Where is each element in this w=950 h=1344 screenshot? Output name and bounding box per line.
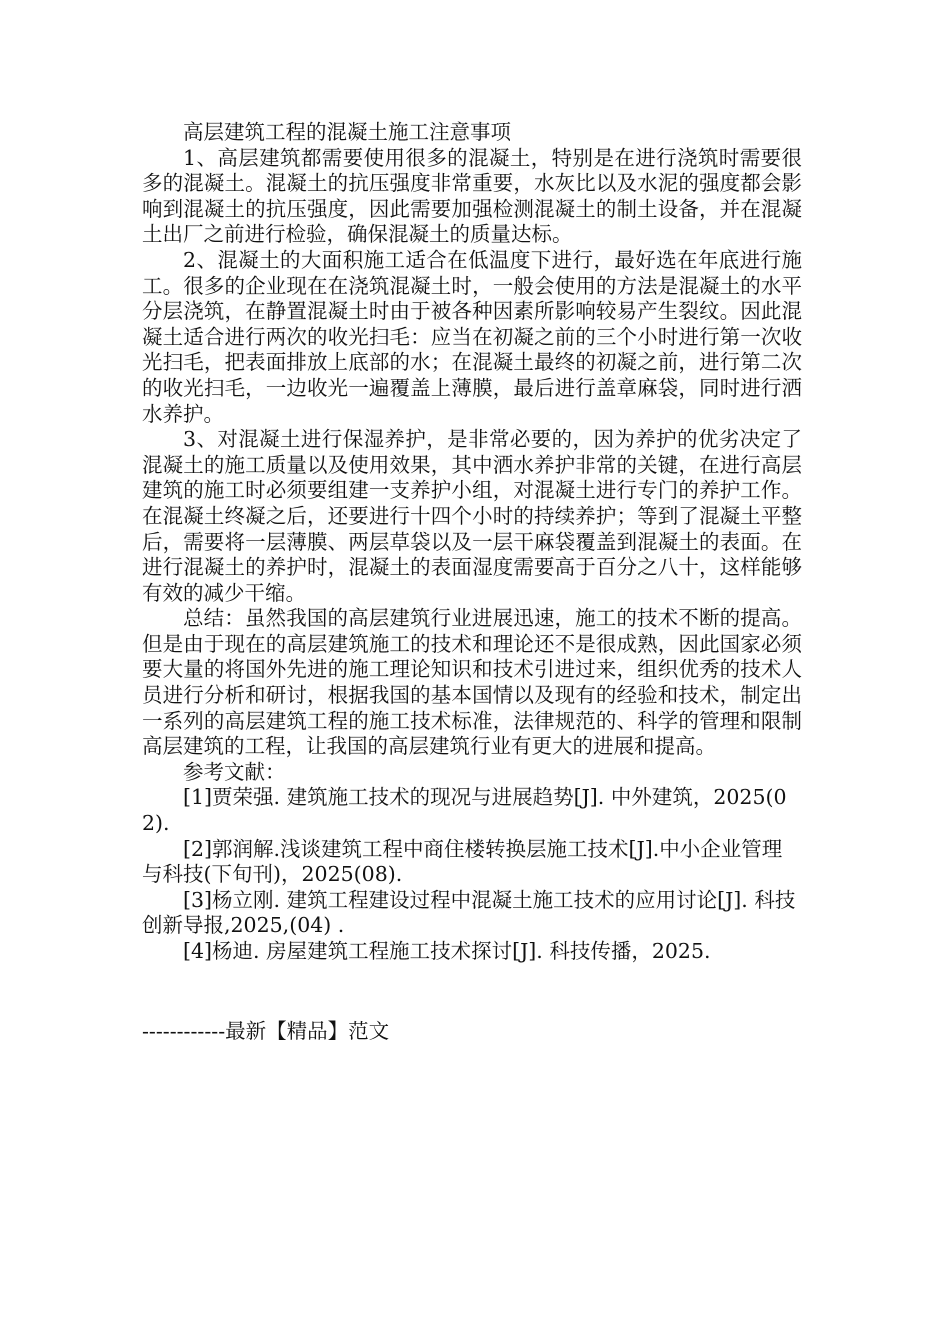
references-heading: 参考文献： [183, 759, 286, 784]
footer-banner: ------------最新【精品】范文 [142, 1019, 390, 1043]
paragraph-3: 3、对混凝土进行保湿养护，是非常必要的，因为养护的优劣决定了混凝土的施工质量以及使用效果，其中洒水养护非常的关键，在进行高层建筑的施工时必须要组建一支养护小组，对混凝土进行专门的养护工作。在混凝土终凝之后，还要进行十四个小时的持续养护；等到了混凝土平整后，需要将一层薄膜、两层草袋以及一层干麻袋覆盖到混凝土的表面。在进行混凝土的养护时，混凝土的表面湿度需要高于百分之八十，这样能够有效的减少干缩。 [142, 427, 802, 605]
document-body [142, 120, 802, 965]
reference-2: [2]郭润解.浅谈建筑工程中商住楼转换层施工技术[J].中小企业管理与科技(下旬刊)，2025(08). [142, 836, 783, 887]
paragraph-1: 1、高层建筑都需要使用很多的混凝土，特别是在进行浇筑时需要很多的混凝土。混凝土的抗压强度非常重要，水灰比以及水泥的强度都会影响到混凝土的抗压强度，因此需要加强检测混凝土的制土设备，并在混凝土出厂之前进行检验，确保混凝土的质量达标。 [142, 145, 802, 247]
summary-paragraph: 总结：虽然我国的高层建筑行业进展迅速，施工的技术不断的提高。但是由于现在的高层建筑施工的技术和理论还不是很成熟，因此国家必须要大量的将国外先进的施工理论知识和技术引进过来，组织优秀的技术人员进行分析和研讨，根据我国的基本国情以及现有的经验和技术，制定出一系列的高层建筑工程的施工技术标准，法律规范的、科学的管理和限制高层建筑的工程，让我国的高层建筑行业有更大的进展和提高。 [142, 606, 802, 759]
reference-1: [1]贾荣强. 建筑施工技术的现况与进展趋势[J]. 中外建筑，2025(02). [142, 785, 787, 836]
document-title: 高层建筑工程的混凝土施工注意事项 [183, 120, 511, 144]
reference-4: [4]杨迪. 房屋建筑工程施工技术探讨[J]. 科技传播，2025. [183, 939, 711, 963]
reference-3: [3]杨立刚. 建筑工程建设过程中混凝土施工技术的应用讨论[J]. 科技创新导报,2025,(04) . [142, 887, 796, 938]
paragraph-2: 2、混凝土的大面积施工适合在低温度下进行，最好选在年底进行施工。很多的企业现在在浇筑混凝土时，一般会使用的方法是混凝土的水平分层浇筑，在静置混凝土时由于被各种因素所影响较易产生裂纹。因此混凝土适合进行两次的收光扫毛：应当在初凝之前的三个小时进行第一次收光扫毛，把表面排放上底部的水；在混凝土最终的初凝之前，进行第二次的收光扫毛，一边收光一遍覆盖上薄膜，最后进行盖章麻袋，同时进行洒水养护。 [142, 247, 802, 426]
